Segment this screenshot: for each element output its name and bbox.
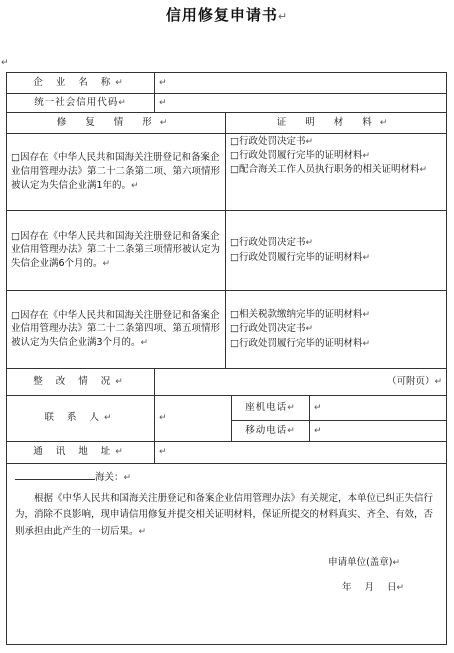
repair-row-1 <box>7 134 447 211</box>
repair-row-3 <box>7 291 447 369</box>
rectification-row <box>7 369 447 396</box>
company-name-row <box>7 73 447 94</box>
proof-checkbox-item[interactable]: □行政处罚决定书↵ <box>230 237 314 249</box>
proof-checkbox-item[interactable]: □行政处罚履行完毕的证明材料↵ <box>230 150 371 162</box>
proof-list-2 <box>226 211 447 291</box>
proof-checkbox-item[interactable]: □相关税款缴纳完毕的证明材料↵ <box>230 309 371 321</box>
proof-checkbox-item[interactable]: □配合海关工作人员执行职务的相关证明材料↵ <box>230 164 428 176</box>
proof-checkbox-item[interactable]: □行政处罚履行完毕的证明材料↵ <box>230 337 371 349</box>
proof-checkbox-item[interactable]: □行政处罚决定书↵ <box>230 136 314 147</box>
rectification-field[interactable]: （可附页）↵ <box>155 369 447 396</box>
address-field[interactable]: ↵ <box>155 442 447 464</box>
applicant-signature-line: 申请单位(盖章)↵ <box>328 556 401 568</box>
repair-situation-1[interactable]: □因存在《中华人民共和国海关注册登记和备案企业信用管理办法》第二十二条第二项、第六项情形被认定为失信企业满1年的。↵ <box>7 134 226 211</box>
section-header-row <box>7 113 447 134</box>
proof-checkbox-item[interactable]: □行政处罚履行完毕的证明材料↵ <box>230 251 371 263</box>
proof-checkbox-item[interactable]: □行政处罚决定书↵ <box>230 323 314 335</box>
declaration-row <box>7 464 447 645</box>
address-row <box>7 442 447 464</box>
contact-person-field[interactable]: ↵ <box>155 396 232 442</box>
declaration-block <box>7 464 447 645</box>
customs-line: 海关：↵ <box>15 470 440 487</box>
repair-situation-2[interactable]: □因存在《中华人民共和国海关注册登记和备案企业信用管理办法》第二十二条第三项情形被认定为失信企业满6个月的。↵ <box>7 211 226 291</box>
corner-mark-icon: ↵ <box>1 58 9 68</box>
mobile-field[interactable]: ↵ <box>310 421 447 442</box>
declaration-text: 根据《中华人民共和国海关注册登记和备案企业信用管理办法》有关规定，本单位已纠正失信行为，消除不良影响，现申请信用修复并提交相关证明材料，保证所提交的材料真实、齐全、有效，否则承担由此产生的一切后果。↵ <box>15 492 434 537</box>
proof-list-3 <box>226 291 447 369</box>
address-label: 通 讯 地 址↵ <box>7 442 155 464</box>
company-name-field[interactable]: ↵ <box>155 73 447 94</box>
date-line: 年 月 日↵ <box>341 581 405 593</box>
contact-row <box>7 396 447 421</box>
landline-field[interactable]: ↵ <box>310 396 447 421</box>
contact-person-label: 联 系 人↵ <box>7 396 155 442</box>
rectification-label: 整 改 情 况↵ <box>7 369 155 396</box>
repair-row-2 <box>7 211 447 291</box>
paragraph-mark-icon: ↵ <box>277 10 289 23</box>
page-title <box>0 4 454 25</box>
company-name-label: 企 业 名 称↵ <box>7 73 155 94</box>
customs-blank-field[interactable] <box>15 470 95 480</box>
application-form-table <box>6 72 447 645</box>
landline-label: 座机电话↵ <box>232 396 310 421</box>
mobile-label: 移动电话↵ <box>232 421 310 442</box>
situation-header: 修 复 情 形↵ <box>7 113 226 134</box>
credit-code-label: 统一社会信用代码↵ <box>7 94 155 113</box>
title-text: 信用修复申请书 <box>165 6 278 24</box>
credit-code-field[interactable]: ↵ <box>155 94 447 113</box>
credit-code-row <box>7 94 447 113</box>
proof-list-1 <box>226 134 447 211</box>
repair-situation-3[interactable]: □因存在《中华人民共和国海关注册登记和备案企业信用管理办法》第二十二条第四项、第五项情形被认定为失信企业满3个月的。↵ <box>7 291 226 369</box>
proof-header: 证 明 材 料↵ <box>226 113 447 134</box>
